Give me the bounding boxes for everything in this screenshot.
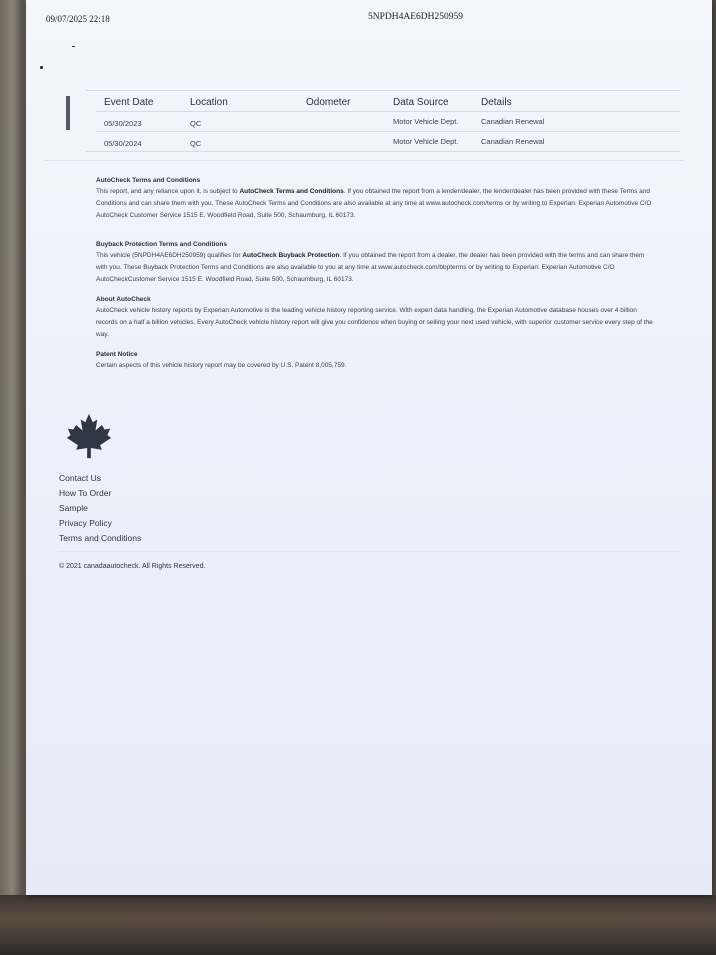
cell-data-source: Motor Vehicle Dept. — [393, 137, 459, 146]
privacy-policy-link[interactable]: Privacy Policy — [59, 518, 112, 528]
terms-section — [96, 177, 656, 222]
row-divider — [96, 131, 680, 132]
footer-divider — [58, 551, 680, 552]
cell-location: QC — [190, 139, 202, 148]
print-speck — [72, 46, 75, 47]
about-section — [96, 296, 656, 341]
about-title: About AutoCheck — [96, 296, 151, 303]
maple-leaf-icon — [66, 412, 112, 460]
how-to-order-link[interactable]: How To Order — [59, 488, 112, 498]
terms-link[interactable]: Terms and Conditions — [59, 533, 142, 543]
column-header-location: Location — [190, 97, 228, 108]
column-header-details: Details — [481, 97, 512, 108]
terms-link-text: AutoCheck Terms and Conditions — [239, 188, 344, 195]
footer-links — [59, 471, 141, 546]
contact-us-link[interactable]: Contact Us — [59, 473, 102, 483]
cell-details: Canadian Renewal — [481, 117, 545, 126]
sample-link[interactable]: Sample — [59, 503, 88, 513]
cell-event-date: 05/30/2023 — [104, 119, 142, 128]
section-divider — [44, 160, 684, 161]
cell-event-date: 05/30/2024 — [104, 139, 142, 148]
column-header-odometer: Odometer — [306, 97, 351, 108]
buyback-section — [96, 241, 656, 286]
buyback-title: Buyback Protection Terms and Conditions — [96, 241, 227, 248]
cell-data-source: Motor Vehicle Dept. — [393, 117, 459, 126]
cell-location: QC — [190, 119, 202, 128]
column-header-event-date: Event Date — [104, 97, 154, 108]
print-speck — [40, 66, 43, 69]
document-page — [26, 0, 712, 895]
history-table — [86, 90, 680, 152]
about-body: AutoCheck vehicle history reports by Experian Automotive is the leading vehicle history reporting service. With expert data handling, the Experian Automotive database houses over 4 billion records on a half a billion vehicles. Every AutoCheck vehicle history report will give you confidence when buying or selling your next used vehicle, with superior customer service every step of the way. — [96, 307, 653, 338]
patent-title: Patent Notice — [96, 351, 138, 358]
vin-header: 5NPDH4AE6DH250959 — [368, 12, 463, 22]
cell-details: Canadian Renewal — [481, 137, 545, 146]
column-header-data-source: Data Source — [393, 97, 449, 108]
printed-date: 09/07/2025 22:18 — [46, 14, 110, 24]
terms-title: AutoCheck Terms and Conditions — [96, 177, 201, 184]
margin-bar — [66, 96, 70, 130]
copyright-notice: © 2021 canadaautocheck. All Rights Reserved. — [59, 563, 206, 570]
row-divider — [96, 111, 680, 112]
patent-body: Certain aspects of this vehicle history report may be covered by U.S. Patent 8,005,759. — [96, 362, 347, 369]
buyback-body: This vehicle (5NPDH4AE6DH250959) qualifies for AutoCheck Buyback Protection. If you obtained the report from a dealer, the dealer has been provided with the terms and can share them with you. These Buyback Protection Terms and Conditions are also available to you at any time at www.autocheck.com/bbpterms or by writing to Experian: Experian Automotive C/O AutoCheckCustomer Service 1515 E. Woodfield Road, Suite 500, Schaumburg, IL 60173. — [96, 252, 645, 283]
patent-section — [96, 351, 656, 372]
buyback-link-text: AutoCheck Buyback Protection — [242, 252, 340, 259]
background-floor — [0, 895, 716, 955]
terms-body: This report, and any reliance upon it, is subject to AutoCheck Terms and Conditions. If you obtained the report from a lender/dealer, the lender/dealer has been provided with these Terms and Conditions and can share them with you. These AutoCheck Terms and Conditions are also available at any time at www.autocheck.com/terms or by writing to Experian: Experian Automotive C/O AutoCheck Customer Service 1515 E. Woodfield Road, Suite 500, Schaumburg, IL 60173. — [96, 188, 652, 219]
